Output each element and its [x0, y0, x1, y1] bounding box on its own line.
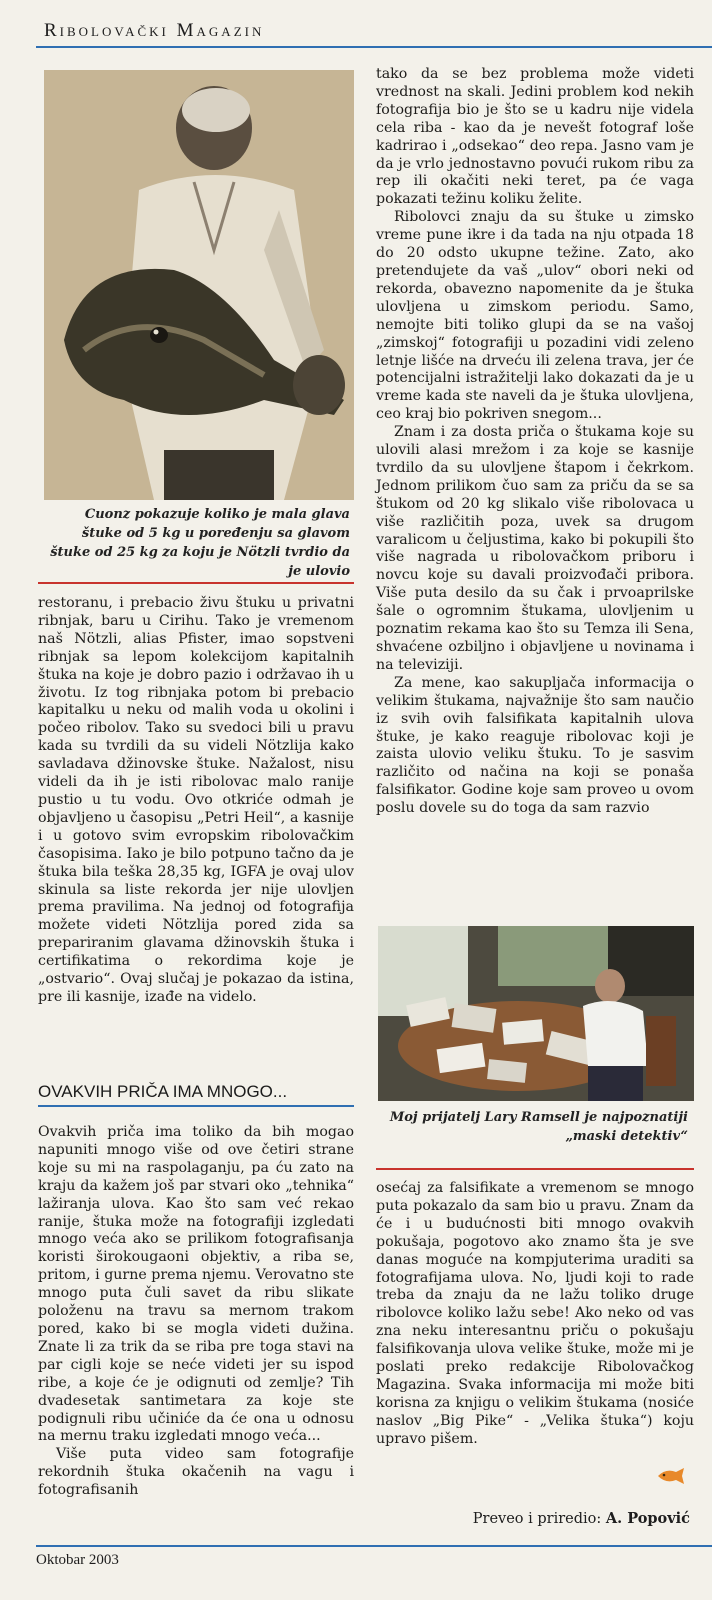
issue-date: Oktobar 2003 — [36, 1552, 119, 1568]
column-left-bottom — [38, 1124, 354, 1500]
photo-man-holding-pike — [44, 70, 354, 500]
paragraph: restoranu, i prebacio živu štuku u privatni ribnjak, baru u Cirihu. Tako je vremenom naš Nötzli, alias Pfister, imao sopstveni ribnjak sa lepom kolekcijom kapitalnih štuka na koje je dobro pazio i održavao ih u životu. Iz tog ribnjaka potom bi prebacio kapitalku u neku od malih voda u okolini i počeo ribolov. Tako su svedoci bili u pravu kada su tvrdili da su videli Nötzlija kako savladava džinovske štuke. Nažalost, nisu videli da ih je isti ribolovac malo ranije pustio u tu vodu. Ovo otkriće odmah je objavljeno u časopisu „Petri Heil“, a kasnije i u gotovo svim evropskim ribolovačkim časopisima. Iako je bilo potpuno tačno da je štuka bila teška 28,35 kg, IGFA je ovaj ulov skinula sa liste rekorda jer nije ulovljen prema pravilima. Na jednoj od fotografija možete videti Nötzlija pored zida sa prepariranim glavama džinovskih štuka i certifikatima o rekordima koje je „ostvario“. Ovaj slučaj je pokazao da istina, pre ili kasnije, izađe na videlo. — [38, 595, 354, 1005]
translator-credit — [473, 1510, 690, 1527]
section-rule — [38, 1105, 354, 1107]
paragraph: Više puta video sam fotografije rekordnih štuka okačenih na vagu i fotografisanih — [38, 1446, 354, 1499]
caption1-rule — [38, 582, 354, 584]
paragraph: Ribolovci znaju da su štuke u zimsko vreme pune ikre i da tada na nju otpada 18 do 20 odsto ukupne težine. Zato, ako pretendujete da vaš „ulov“ obori neki od rekorda, obavezno napomenite da je štuka ulovljena u zimskom periodu. Samo, nemojte biti toliko glupi da se na vašoj „zimskoj“ fotografiji u pozadini vidi zeleno letnje lišće na drveću ili zelena trava, jer će potencijalni istražitelji lako dokazati da je u vreme kada ste naveli da je štuka ulovljena, ceo kraj bio pokriven snegom... — [376, 209, 694, 423]
paragraph: osećaj za falsifikate a vremenom se mnogo puta pokazalo da sam bio u pravu. Znam da će i u budućnosti biti mnogo ovakvih pokušaja, pogotovo ako znamo šta je sve danas moguće na kompjuterima uraditi sa fotografijama ulova. No, ljudi koji to rade treba da znaju da ne lažu toliko druge ribolovce koliko lažu sebe! Ako neko od vas zna neku interesantnu priču o pokušaju falsifikovanja ulova velike štuke, može mi je poslati preko redakcije Ribolovačkog Magazina. Svaka informacija mi može biti korisna za knjigu o velikim štukama (nosiće naslov „Big Pike“ - „Velika štuka“) koju upravo pišem. — [376, 1180, 694, 1447]
fish-icon — [656, 1467, 688, 1485]
footer-rule — [36, 1545, 712, 1547]
section-heading: OVAKVIH PRIČA IMA MNOGO... — [38, 1082, 288, 1101]
column-left-top — [38, 595, 354, 1007]
paragraph: Ovakvih priča ima toliko da bih mogao napuniti mnogo više od ove četiri strane koje su mi na raspolaganju, pa ću zato na kraju da kažem još par stvari oko „tehnika“ lažiranja ulova. Kao što sam već rekao ranije, štuka može na fotografiji izgledati mnogo veća ako se prilikom fotografisanja koristi širokougaoni objektiv, a riba se, pritom, i gurne prema njemu. Verovatno ste mnogo puta čuli savet da ribu slikate položenu na travu sa mernom trakom pored, kako bi se mogla videti dužina. Znate li za trik da se riba pre toga stavi na par cigli koje se neće videti jer su ispod ribe, a koje će je odignuti od zemlje? Tih dvadesetak santimetara za koje ste podignuli ribu učiniće da će ona u odnosu na mernu traku izgledati mnogo veća... — [38, 1124, 354, 1445]
photo1-caption: Cuonz pokazuje koliko je mala glava štuke od 5 kg u poređenju sa glavom štuke od 25 kg za koju je Nötzli tvrdio da je ulovio — [50, 507, 350, 579]
photo2-caption: Moj prijatelj Lary Ramsell je najpoznatiji „maski detektiv“ — [389, 1110, 688, 1144]
photo-man-at-table — [378, 926, 694, 1101]
paragraph: tako da se bez problema može videti vrednost na skali. Jedini problem kod nekih fotografija bio je što se u kadru nije videla cela riba - kao da je nevešt fotograf loše kadrirao i „odsekao“ deo repa. Jasno vam je da je vrlo jednostavno povući rukom ribu za rep ili okačiti neki teret, pa će vaga pokazati težinu koliku želite. — [376, 66, 694, 208]
magazine-title: Ribolovački Magazin — [44, 20, 265, 41]
caption2-rule — [376, 1168, 694, 1170]
column-right-top — [376, 66, 694, 818]
credit-author: A. Popović — [605, 1510, 690, 1527]
credit-label: Preveo i priredio: — [472, 1511, 602, 1527]
paragraph: Znam i za dosta priča o štukama koje su ulovili alasi mrežom i za koje se kasnije tvrdilo da su ulovljene štapom i čekrkom. Jednom prilikom čuo sam za priču da se sa štukom od 20 kg slikalo više ribolovaca u više različitih poza, uvek sa drugom varalicom u čeljustima, kako bi pokupili što više nagrada u ribolovačkom priboru i novcu koje su davali proizvođači pribora. Više puta desilo da su čak i prvoaprilske šale o ogromnim štukama, ulovljenim u poznatim rekama kao što su Temza ili Sena, shvaćene ozbiljno i objavljene u novinama i na televiziji. — [376, 424, 694, 673]
header-rule — [36, 46, 712, 48]
column-right-bottom — [376, 1180, 694, 1449]
paragraph: Za mene, kao sakupljača informacija o velikim štukama, najvažnije što sam naučio iz svih ovih falsifikata kapitalnih ulova štuke, je kako reaguje ribolovac koji je zaista ulovio veliku štuku. To je sasvim različito od načina na koji se ponaša falsifikator. Godine koje sam proveo u ovom poslu dovele su do toga da sam razvio — [376, 674, 694, 817]
